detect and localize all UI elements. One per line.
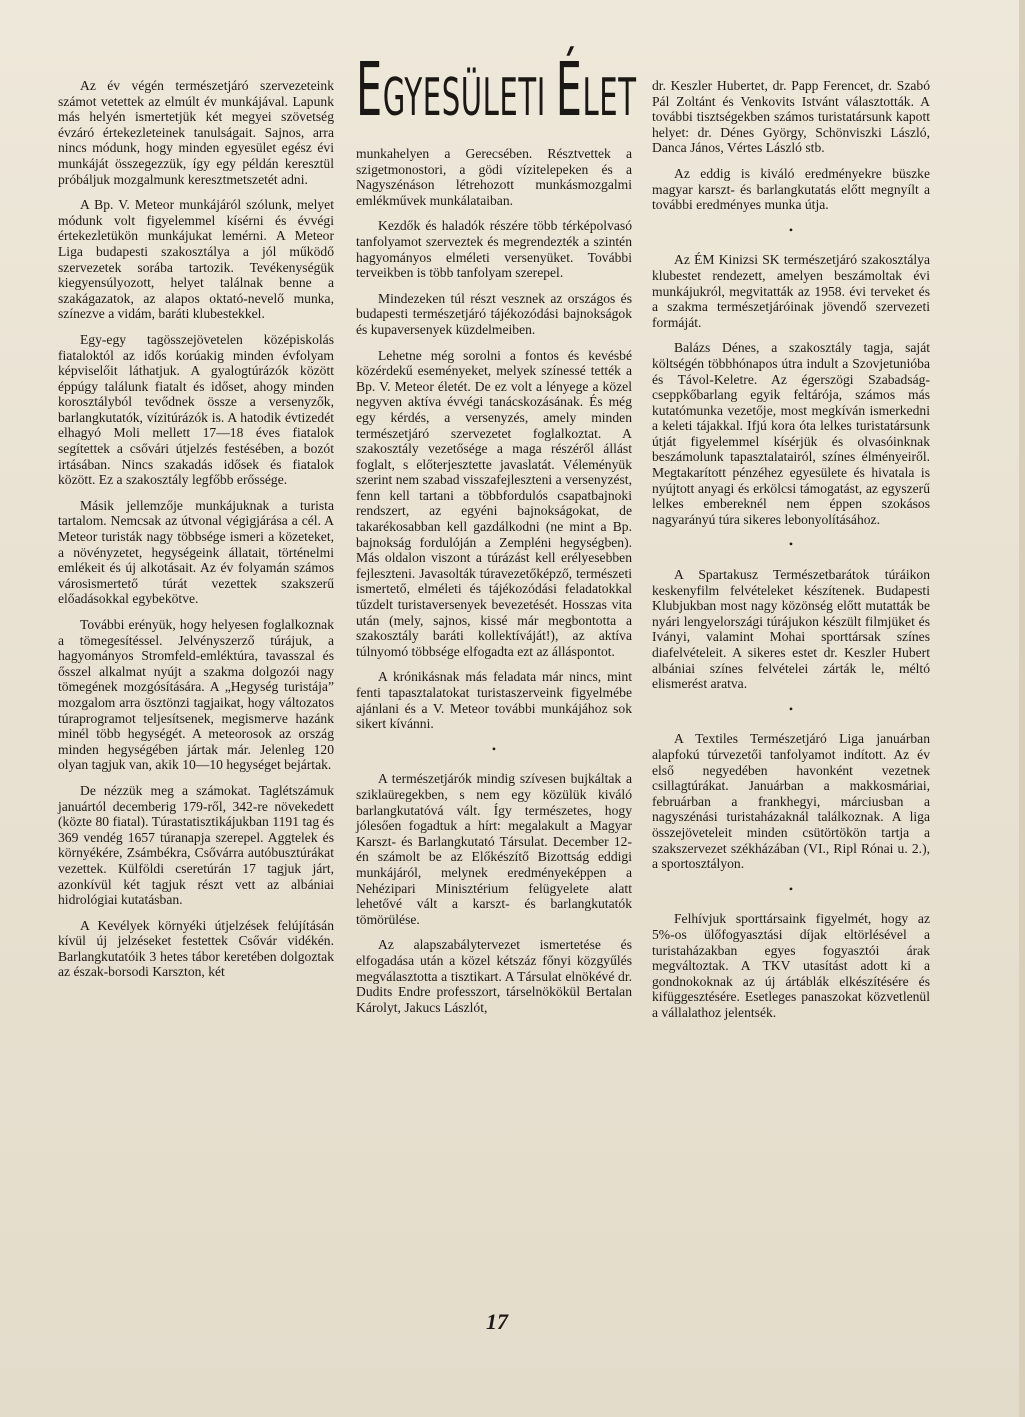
paragraph: Másik jellemzője munkájuknak a turista tartalom. Nemcsak az útvonal végigjárása a cél. A Meteor turisták nagy többsége ismeri a közeteket, a növényzetet, hegységeink állatait, történelmi emlékeit és új alkotásait. Az év folyamán számos városismertető túrát vezettek szakszerű előadásokkal egybekötve. [58, 497, 334, 607]
section-separator: • [788, 701, 794, 716]
paragraph: Kezdők és haladók részére több térképolvasó tanfolyamot szerveztek és megrendezték a szintén hagyományos elméleti versenyüket. További terveikben is több tanfolyam szerepel. [356, 218, 632, 281]
section-masthead: EGYESÜLETI ÉLET [356, 47, 637, 133]
paragraph: A természetjárók mindig szívesen bujkáltak a sziklaüregekben, s nem egy közülük kiváló barlangkutatóvá vált. Így természetes, hogy jólesően fogadtuk a hírt: megalakult a Magyar Karszt- és Barlangkutató Társulat. December 12-én számolt be az Előkészítő Bizottság eddigi munkájáról, melynek eredményeképpen a Nehézipari Minisztérium felügyelete alatt lehetővé vált a karszt- és barlangkutatók tömörülése. [356, 771, 632, 927]
page-number: 17 [486, 1309, 508, 1334]
paragraph: Mindezeken túl részt vesznek az országos és budapesti természetjáró tájékozódási bajnokságok és kupaversenyek küzdelmeiben. [356, 290, 632, 337]
paragraph: Az év végén természetjáró szervezeteink számot vetettek az elmúlt év munkájával. Lapunk más helyén ismertetjük két megyei szövetség évzáró értekezleteinek tanulságait. Sajnos, arra nincs módunk, hogy minden egyesület egész évi munkáját összegezzük, így egy példán keresztül próbáljuk mozgalmunk keresztmetszetét adni. [58, 78, 334, 187]
paragraph: További erényük, hogy helyesen foglalkoznak a tömegesítéssel. Jelvényszerző túrájuk, a hagyományos Stromfeld-emléktúra, tavasszal és ősszel alkalmat nyújt a szakma dolgozói nagy tömegének mozgósítására. A „Hegység turistája” mozgalom arra ösztönzi tagjaikat, hogy változatos túraprogramot teljesítsenek, megismerve hazánk minél több hegységét. A meteorosok az ország minden hegységében jártak már. Jelenleg 120 olyan tagjuk van, akik 10—10 hegységet bejártak. [58, 617, 334, 773]
paragraph: A Spartakusz Természetbarátok túráikon keskenyfilm felvételeket készítenek. Budapesti Klubjukban most nagy közönség előtt mutatták be nyári lengyelországi túrájukon készült filmjüket és Iványi, valamint Mohai sporttársak színes diafelvételeit. A sikeres estet dr. Keszler Hubert albániai színes felvételei zárták le, méltó elismerést aratva. [652, 567, 930, 692]
paragraph: Az alapszabálytervezet ismertetése és elfogadása után a közel kétszáz főnyi közgyűlés megválasztotta a tisztikart. A Társulat elnökévé dr. Dudits Endre professzort, társelnökökül Bertalan Károlyt, Jakucs Lászlót, [356, 937, 632, 1015]
section-separator: • [491, 741, 497, 756]
paragraph: Felhívjuk sporttársaink figyelmét, hogy az 5%-os ülőfogyasztási díjak eltörlésével a turistaházakban egyes fogyasztói árak megváltoztak. A TKV utasítást adott ki a gondnokoknak az új ártáblák elkészítésére és kifüggesztésére. Esetleges panaszokat közvetlenül a vállalathoz jelentsék. [652, 911, 930, 1020]
paragraph: A krónikásnak más feladata már nincs, mint fenti tapasztalatokat turistaszerveink figyelmébe ajánlani és a V. Meteor további munkájához sok sikert kívánni. [356, 669, 632, 732]
paragraph: Balázs Dénes, a szakosztály tagja, saját költségén többhónapos útra indult a Szovjetunióba és Távol-Keletre. Az égerszögi Szabadság-cseppkőbarlang egyik feltárója, számos más kutatómunka vezetője, most megkíván ismerkedni a keleti tájakkal. Ifjú kora óta lelkes turistatársunk útját figyelemmel kísérjük és olvasóinknak beszámolunk tapasztalatairól, színes élményeiről. Megtakarított pénzéhez egyesülete és hivatala is nyújtott anyagi és erkölcsi támogatást, az egyszerű lelkes embereknél nem éppen szokásos nagyarányú túra sikeres lebonyolításához. [652, 340, 930, 527]
section-separator: • [788, 537, 794, 552]
column-left [58, 78, 334, 990]
paragraph: munkahelyen a Gerecsében. Résztvettek a szigetmonostori, a gödi vízitelepeken és a Nagyszénáson létrehozott munkásmozgalmi emlékművek munkálataiban. [356, 146, 632, 208]
paragraph: Az eddig is kiváló eredményekre büszke magyar karszt- és barlangkutatás előtt megnyílt a további eredményes munka útja. [652, 165, 930, 213]
column-middle [356, 146, 632, 1025]
page-edge [1019, 0, 1025, 1417]
paragraph: Az ÉM Kinizsi SK természetjáró szakosztálya klubestet rendezett, amelyen beszámoltak évi munkájukról, megvitatták az 1958. évi terveket és a szakma természetjáróinak jövendő szervezeti formáját. [652, 252, 930, 330]
paragraph: A Textiles Természetjáró Liga januárban alapfokú túrvezetői tanfolyamot indított. Az év első negyedében havonként vezetnek csillagtúrákat. Januárban a makkosmáriai, februárban a frankhegyi, márciusban a nagyszénási turistaházaknál találkoznak. A liga összejöveteleit minden csütörtökön tartja a szakszervezet székházában (VI., Ripl Rónai u. 2.), a sportosztályon. [652, 731, 930, 872]
paragraph: dr. Keszler Hubertet, dr. Papp Ferencet, dr. Szabó Pál Zoltánt és Venkovits Istvánt választották. A további tisztségekben számos turistatársunk kapott helyet: dr. Dénes György, Schönviszki László, Danca János, Vértes László stb. [652, 78, 930, 156]
paragraph: A Bp. V. Meteor munkájáról szólunk, melyet módunk volt figyelemmel kísérni és évvégi értekezletükön munkájukat lemérni. A Meteor Liga budapesti szakosztálya a jól működő szervezetek sorába tartozik. Tevékenységük kiegyensúlyozott, helyet találnak benne a szakágazatok, az alapos oktató-nevelő munka, színezve a vidám, baráti klubestekkel. [58, 197, 334, 322]
section-separator: • [788, 881, 794, 896]
paragraph: Lehetne még sorolni a fontos és kevésbé közérdekű eseményeket, melyek színessé tették a Bp. V. Meteor életét. De ez volt a lényege a közel negyven aktíva évvégi tanácskozásának. És még egy kérdés, a versenyzés, amely minden természetjáró szervezetet foglalkoztat. A szakosztály vezetősége a maga részéről állást foglalt, s előterjesztette javaslatát. Véleményük szerint nem szabad visszafejleszteni a versenyzést, fenn kell tartani a többfordulós csapatbajnoki rendszert, az egyéni bajnokságokat, de takarékosabban kell gazdálkodni (ne mint a Bp. bajnokság fordulóján a Zempléni hegységben). Más oldalon viszont a túrázást kell erélyesebben fejleszteni. Javasolták túravezetőképző, természeti ismertető, elméleti és tájékozódási feladatokkal tűzdelt turistaversenyek bevezetését. Hosszas vita után (mely, sajnos, kissé már megbontotta a szakosztály baráti kollektíváját!), az aktíva túlnyomó többsége elfogadta ezt az álláspontot. [356, 347, 632, 659]
paragraph: A Kevélyek környéki útjelzések felújításán kívül új jelzéseket festettek Csővár vidékén. Barlangkutatóik 3 hetes tábor keretében dolgoztak az észak-borsodi Karszton, két [58, 917, 334, 980]
paragraph: Egy-egy tagösszejövetelen középiskolás fiataloktól az idős korúakig minden évfolyam képviselőit láthatjuk. A gyalogtúrázók között éppúgy találunk fiatalt és időset, ahogy minden korosztályból tevődnek össze a versenyzők, barlangkutatók, vízitúrázók is. A hatodik évtizedét elhagyó Moli mellett 17—18 éves fiatalok segítettek a csővári útjelzés festésében, a bozót irtásában. Nincs szakadás idősek és fiatalok között. Ez a szakosztály legfőbb erőssége. [58, 331, 334, 488]
paragraph: De nézzük meg a számokat. Taglétszámuk januártól decemberig 179-ről, 342-re növekedett (közte 80 fiatal). Túrastatisztikájukban 1191 tag és 369 vendég 1657 túranapja szerepel. Aggtelek és környékére, Zsámbékra, Csővárra autóbusztúrákat vezettek. Külföldi cseretúrán 17 tagjuk járt, azonkívül két tagjuk részt vett az albániai hidrológiai kutatásban. [58, 782, 334, 908]
section-separator: • [788, 222, 794, 237]
column-right [652, 78, 930, 1030]
